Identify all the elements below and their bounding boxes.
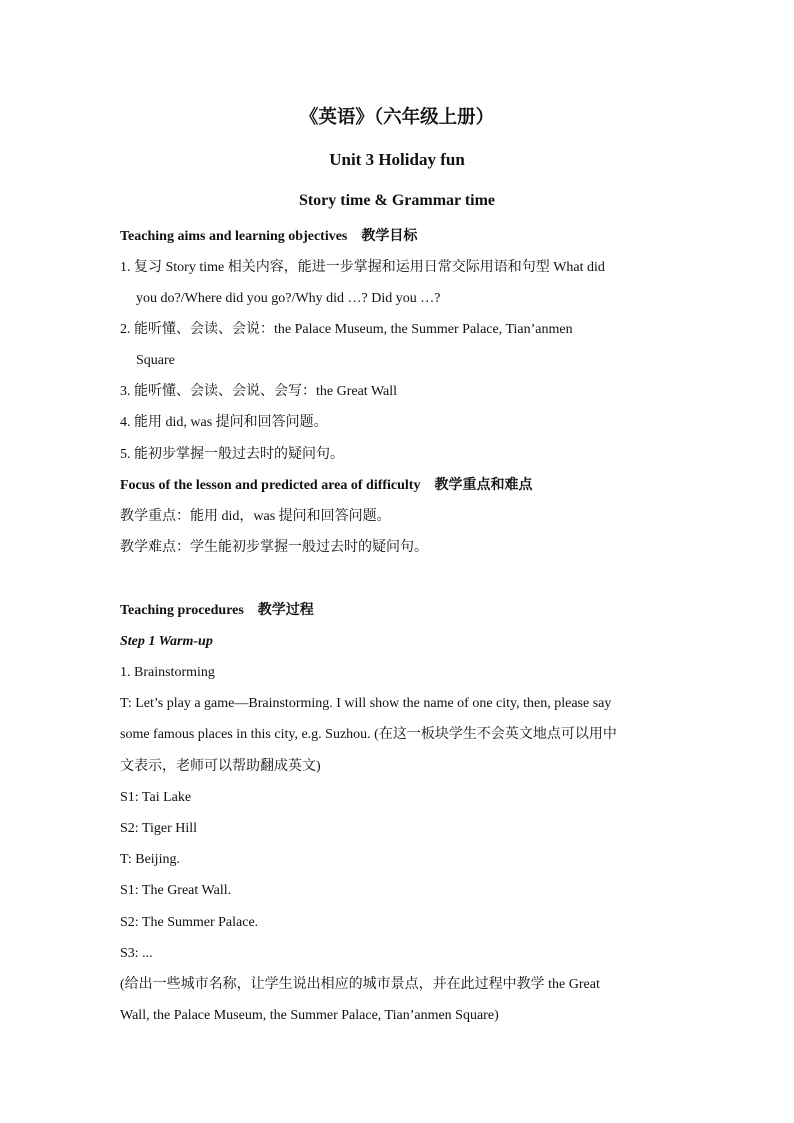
unit-title: Unit 3 Holiday fun [329, 150, 465, 169]
procedure-line: T: Beijing. [120, 852, 180, 867]
focus-heading: Focus of the lesson and predicted area of difficulty 教学重点和难点 [120, 478, 533, 493]
aim-item: 4. 能用 did, was 提问和回答问题。 [120, 415, 328, 430]
procedure-line: T: Let’s play a game—Brainstorming. I will show the name of one city, then, please say [120, 696, 612, 711]
aim-item-continued: Square [136, 353, 175, 368]
aim-item: 5. 能初步掌握一般过去时的疑问句。 [120, 447, 344, 462]
step-heading: Step 1 Warm-up [120, 634, 213, 649]
aim-item: 3. 能听懂、会读、会说、会写：the Great Wall [120, 384, 398, 399]
aims-heading: Teaching aims and learning objectives 教学目标 [120, 229, 418, 244]
difficulty-point: 教学难点：学生能初步掌握一般过去时的疑问句。 [120, 540, 428, 555]
procedure-line: some famous places in this city, e.g. Suzhou. (在这一板块学生不会英文地点可以用中 [120, 727, 617, 742]
procedure-line: (给出一些城市名称，让学生说出相应的城市景点，并在此过程中教学 the Great [120, 977, 600, 992]
procedure-line: S1: The Great Wall. [120, 883, 232, 898]
procedure-line: S2: The Summer Palace. [120, 915, 259, 930]
procedure-line: S1: Tai Lake [120, 790, 192, 805]
procedure-line: S2: Tiger Hill [120, 821, 198, 836]
aim-item-continued: you do?/Where did you go?/Why did …? Did you …? [136, 291, 441, 306]
procedure-line: Wall, the Palace Museum, the Summer Palace, Tian’anmen Square) [120, 1008, 499, 1023]
procedure-line: S3: ... [120, 946, 153, 961]
activity-heading: 1. Brainstorming [120, 665, 215, 680]
aim-item: 2. 能听懂、会读、会说：the Palace Museum, the Summer Palace, Tian’anmen [120, 322, 573, 337]
procedure-line: 文表示，老师可以帮助翻成英文) [120, 759, 321, 774]
lesson-subtitle: Story time & Grammar time [298, 192, 496, 209]
aim-item: 1. 复习 Story time 相关内容，能进一步掌握和运用日常交际用语和句型 What did [120, 260, 605, 275]
document-title: 《英语》（六年级上册） [299, 108, 495, 128]
procedures-heading: Teaching procedures 教学过程 [120, 603, 314, 618]
key-point: 教学重点：能用 did，was 提问和回答问题。 [120, 509, 391, 524]
